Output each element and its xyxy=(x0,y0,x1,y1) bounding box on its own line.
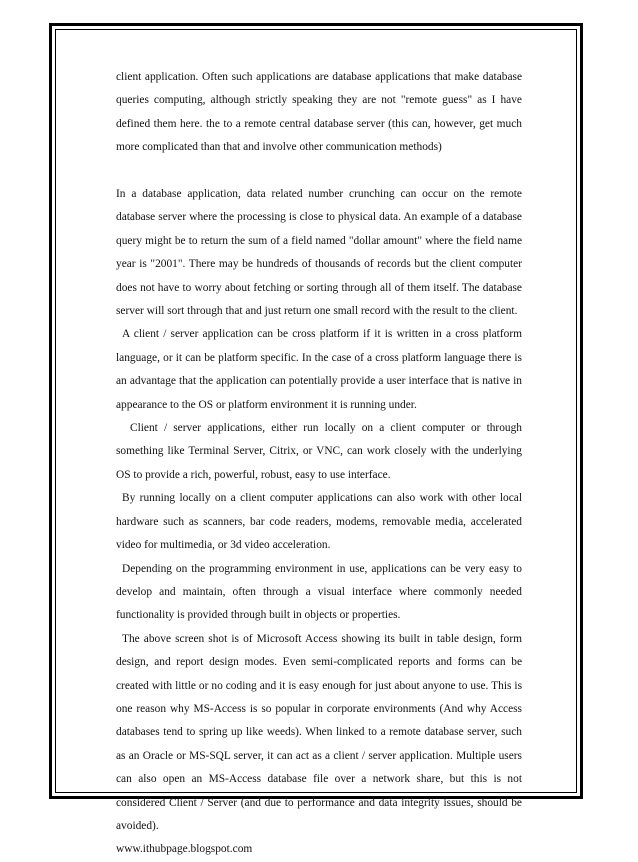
paragraph-local-hardware: By running locally on a client computer applications can also work with other local hardware such as scanners, bar code readers, modems, removable media, accelerated video for multimedia, or 3d video acceleration. xyxy=(116,492,522,552)
paragraph-cross-platform: A client / server application can be cross platform if it is written in a cross platform language, or it can be platform specific. In the case of a cross platform language there is an advantage that the application can potentially provide a user interface that is native in appearance to the OS or platform environment it is running under. xyxy=(116,328,522,411)
footer-url: www.ithubpage.blogspot.com xyxy=(116,843,253,856)
paragraph-client-application: client application. Often such applications are database applications that make database queries computing, although strictly speaking they are not "remote guess" as I have defined them here. the to a remote central database server (this can, however, get much more complicated than that and involve other communication methods) xyxy=(116,71,522,154)
document-body xyxy=(116,66,522,862)
paragraph-gap xyxy=(116,160,522,183)
paragraph-ms-access: The above screen shot is of Microsoft Access showing its built in table design, form design, and report design modes. Even semi-complicated reports and forms can be created with little or no coding and it is easy enough for just about anyone to use. This is one reason why MS-Access is so popular in corporate environments (And why Access databases tend to spring up like weeds). When linked to a remote database server, such as an Oracle or MS-SQL server, it can act as a client / server application. Multiple users can also open an MS-Access database file over a network share, but this is not considered Client / Server (and due to performance and data integrity issues, should be avoided). xyxy=(116,632,522,832)
paragraph-run-locally: Client / server applications, either run locally on a client computer or through something like Terminal Server, Citrix, or VNC, can work closely with the underlying OS to provide a rich, powerful, robust, easy to use interface. xyxy=(116,422,522,481)
paragraph-database-application: In a database application, data related number crunching can occur on the remote database server where the processing is close to physical data. An example of a database query might be to return the sum of a field named "dollar amount" where the field name year is "2001". There may be hundreds of thousands of records but the client computer does not have to worry about fetching or sorting through all of them itself. The database server will sort through that and just return one small record with the result to the client. xyxy=(116,188,522,318)
paragraph-programming-environment: Depending on the programming environment in use, applications can be very easy to develop and maintain, often through a visual interface where commonly needed functionality is provided through built in objects or properties. xyxy=(116,562,522,622)
